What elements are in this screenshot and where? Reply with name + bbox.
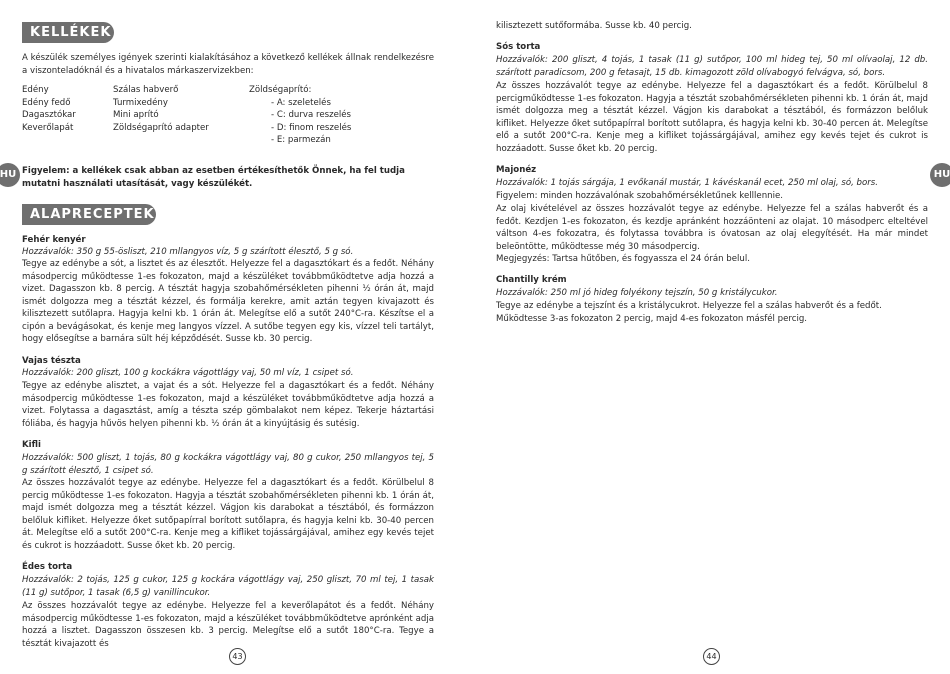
language-tab-left: HU xyxy=(0,163,20,187)
recipe-title: Majonéz xyxy=(496,165,537,175)
accessories-col-2 xyxy=(113,84,209,134)
page-number: 43 xyxy=(229,648,246,665)
accessory-item: Szálas habverő xyxy=(113,85,179,95)
recipe-ingredients: Hozzávalók: 250 ml jó hideg folyékony tejszín, 50 g kristálycukor. xyxy=(496,288,778,298)
recipe-text: Tegye az edénybe a sót, a lisztet és az élesztőt. Helyezze fel a dagasztókart és a fedőt. Néhány másodpercig működtesse 1-es fokozaton, majd a készüléket továbbműködtetve adja hozzá a vizet. Dagasszon kb. 8 percig. A tésztát hagyja szobahőmérsékleten pihenni ½ órán át, majd ismét dolgozza meg a tésztát kézzel, és formálja kerekre, amit aztán tegyen kivajazott és kilisztezett sutőlapra. Hagyja kelni kb. 1 órán át. Melegítse elő a sutőt 240°C-ra. Készítse el a cipón a bevágásokat, és kenje meg langyos vízzel. A sutőbe tegyen egy kis, vízzel teli tartályt, hogy elősegítse a barnára sült héj képződését. Susse kb. 30 percig. xyxy=(22,259,434,344)
recipe-ingredients: Hozzávalók: 1 tojás sárgája, 1 evőkanál mustár, 1 kávéskanál ecet, 250 ml olaj, só, bors. xyxy=(496,178,878,188)
accessory-item: Turmixedény xyxy=(113,97,168,108)
accessory-item: Mini aprító xyxy=(113,110,159,120)
accessory-item: Dagasztókar xyxy=(22,110,76,120)
accessory-item: Zöldségaprító adapter xyxy=(113,122,209,133)
recipe-ingredients: Hozzávalók: 200 gliszt, 100 g kockákra vágottlágy vaj, 50 ml víz, 1 csipet só. xyxy=(22,368,354,378)
accessories-col-3 xyxy=(249,84,351,147)
page-number: 44 xyxy=(703,648,720,665)
recipe-ingredients: Hozzávalók: 200 gliszt, 4 tojás, 1 tasak (11 g) sutőpor, 100 ml hideg tej, 50 ml olívaolaj, 12 db. szárított paradicsom, 200 g fetasajt, 15 db. kimagozott zöld olívabogyó felvágva, só, bors. xyxy=(496,55,928,78)
accessory-item: - D: finom reszelés xyxy=(271,122,352,133)
recipe-title: Édes torta xyxy=(22,562,73,572)
section-banner-alapreceptek: ALAPRECEPTEK xyxy=(22,204,156,225)
accessory-item: Edény xyxy=(22,85,49,95)
warning-note: Figyelem: a kellékek csak abban az esetben értékesíthetők Önnek, ha fel tudja mutatni használati utasítását, vagy készülékét. xyxy=(22,166,405,189)
accessory-item: Keverőlapát xyxy=(22,122,74,133)
recipe-title: Chantilly krém xyxy=(496,275,567,285)
recipe-text: Az összes hozzávalót tegye az edénybe. Helyezze fel a dagasztókart és a fedőt. Körülbelul 8 percig működtesse 1-es fokozaton. Hagyja a tésztát szobahőmérsékleten pihenni kb. 1 órán át, majd ismét dolgozza meg a tésztát kézzel. Vágjon kis darabokat a tésztából, és formázzon belőluk kifliket. Helyezze őket sutőpapírral borított sutőlapra, és hagyja kelni kb. 30-40 percen át. Melegítse elő a sutőt 200°C-ra. Kenje meg a kifliket tojássárgájával, amihez egy kevés tejet és cukrot is hozzáadott. Susse őket kb. 20 percig. xyxy=(22,478,434,551)
accessory-item: - A: szeletelés xyxy=(271,97,331,108)
recipe-title: Sós torta xyxy=(496,42,541,52)
accessories-col-1 xyxy=(22,84,76,134)
recipe-text: Az összes hozzávalót tegye az edénybe. Helyezze fel a keverőlapátot és a fedőt. Néhány másodpercig működtesse 1-es fokozaton, majd a készüléket továbbműködtetve aprónként adja hozzá a lisztet. Dagasszon összesen kb. 3 percig. Melegítse elő a sutőt 180°C-ra. Tegye a tésztát kivajazott és xyxy=(22,601,434,649)
recipe-text: Tegye az edénybe alisztet, a vajat és a sót. Helyezze fel a dagasztókart és a fedőt. Néhány másodpercig működtesse 1-es fokozaton, majd a készüléket továbbműködtetve adja hozzá a vizet. Folytassa a dagasztást, amíg a tészta szép gömbalakot nem képez. Tekerje háztartási fóliába, és hagyja hűvös helyen pihenni kb. ½ órán át a kinyújtásig és sutésig. xyxy=(22,381,434,429)
recipe-title: Kifli xyxy=(22,440,41,450)
recipe-note: Megjegyzés: Tartsa hűtőben, és fogyassza el 24 órán belul. xyxy=(496,254,750,264)
recipe-title: Fehér kenyér xyxy=(22,235,86,245)
recipe-text-continued: kilisztezett sutőformába. Susse kb. 40 percig. xyxy=(496,21,692,31)
accessory-heading: Zöldségaprító: xyxy=(249,85,312,95)
recipe-ingredients: Hozzávalók: 500 gliszt, 1 tojás, 80 g kockákra vágottlágy vaj, 80 g cukor, 250 mllangyos tej, 5 g szárított élesztő, 1 csipet só. xyxy=(22,453,434,476)
language-tab-right: HU xyxy=(930,163,950,187)
accessory-item: - E: parmezán xyxy=(271,135,331,145)
accessory-item: - C: durva reszelés xyxy=(271,110,352,120)
recipe-text: Tegye az edénybe a tejszínt és a kristálycukrot. Helyezze fel a szálas habverőt és a fedőt. xyxy=(496,301,882,311)
recipe-ingredients: Hozzávalók: 350 g 55-ösliszt, 210 mllangyos víz, 5 g szárított élesztő, 5 g só. xyxy=(22,247,354,257)
accessories-table xyxy=(22,84,422,150)
recipe-text: Az összes hozzávalót tegye az edénybe. Helyezze fel a dagasztókart és a fedőt. Körülbelul 8 percigműködtesse 1-es fokozaton. Hagyja a tésztát szobahőmérsékleten pihenni kb. 1 órán át, majd ismét dolgozza meg a tésztát kézzel. Vágjon kis darabokat a tésztából, és formázzon belőluk kifliket. Helyezze őket sutőpapírral borított sutőlapra, és hagyja kelni kb. 30-40 percen át. Melegítse elő a sutőt 200°C-ra. Kenje meg a kifliket tojássárgájával, amihez egy kevés tejet és cukrot is hozzáadott. Susse őket kb. 20 percig. xyxy=(496,81,928,154)
recipe-ingredients: Hozzávalók: 2 tojás, 125 g cukor, 125 g kockára vágottlágy vaj, 250 gliszt, 70 ml tej, 1 tasak (11 g) sutőpor, 1 tasak (6,5 g) vanillincukor. xyxy=(22,575,434,598)
section-banner-kellekek: KELLÉKEK xyxy=(22,22,114,43)
recipe-text: Működtesse 3-as fokozaton 2 percig, majd 4-es fokozaton másfél percig. xyxy=(496,314,808,324)
accessories-intro: A készülék személyes igények szerinti kialakításához a következő kellékek állnak rendelkezésre a viszonteladóknál és a hivatalos márkaszervizekben: xyxy=(22,53,434,76)
recipe-title: Vajas tészta xyxy=(22,356,81,366)
recipe-note: Figyelem: minden hozzávalónak szobahőmérsékletűnek kelllennie. xyxy=(496,191,783,201)
accessory-item: Edény fedő xyxy=(22,97,71,108)
recipe-text: Az olaj kivételével az összes hozzávalót tegye az edénybe. Helyezze fel a szálas habverőt és a fedőt. Kezdjen 1-es fokozaton, és kezdje apránként hozzáönteni az olajat. 10 másodperc elteltével váltson 4-es fokozatra, és folytassa továbbra is óvatosan az olaj elegyítését. Ha már mindet beleöntötte, működtesse még 30 másodpercig. xyxy=(496,204,928,252)
